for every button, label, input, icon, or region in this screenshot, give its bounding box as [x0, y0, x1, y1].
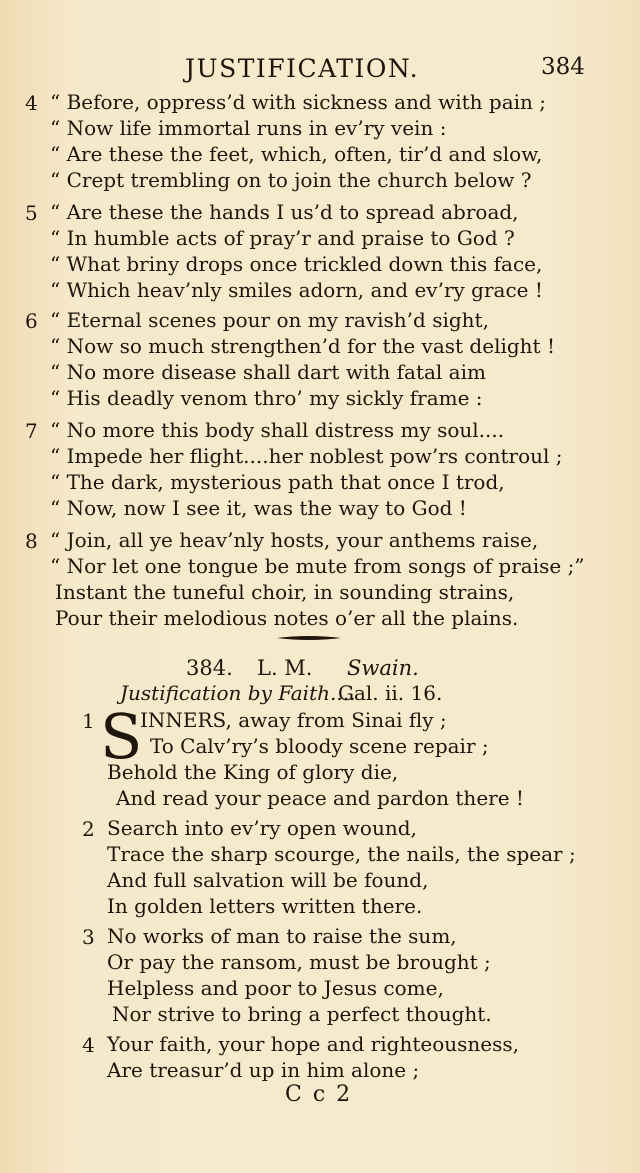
verse-number: 5 [25, 201, 38, 225]
verse-line: Pour their melodious notes o’er all the plains. [55, 606, 519, 630]
verse-line: INNERS, away from Sinai fly ; [140, 708, 447, 732]
verse-line: “ Are these the hands I us’d to spread abroad, [50, 200, 519, 224]
verse-line: “ Crept trembling on to join the church below ? [50, 168, 532, 192]
drop-cap: S [100, 700, 143, 773]
verse-line: Nor strive to bring a perfect thought. [112, 1002, 492, 1026]
verse-number: 6 [25, 309, 38, 333]
page-header [0, 52, 640, 86]
verse-line: Helpless and poor to Jesus come, [107, 976, 444, 1000]
hymn-number: 384. [186, 656, 233, 680]
scripture-reference: Gal. ii. 16. [338, 681, 443, 705]
verse-line: “ Before, oppress’d with sickness and with pain ; [50, 90, 546, 114]
verse-line: “ The dark, mysterious path that once I trod, [50, 470, 505, 494]
verse-line: Instant the tuneful choir, in sounding strains, [55, 580, 515, 604]
hymn-meter: L. M. [257, 656, 313, 680]
verse-line: “ No more disease shall dart with fatal aim [50, 360, 486, 384]
verse-line: In golden letters written there. [107, 894, 423, 918]
verse-line: “ Now, now I see it, was the way to God ! [50, 496, 467, 520]
verse-line: To Calv’ry’s bloody scene repair ; [150, 734, 489, 758]
hymn-subtitle: Justification by Faith.... [120, 681, 356, 705]
verse-number: 8 [25, 529, 38, 553]
verse-line: No works of man to raise the sum, [107, 924, 457, 948]
verse-number: 1 [82, 709, 95, 733]
verse-line: Search into ev’ry open wound, [107, 816, 417, 840]
verse-line: “ Which heav’nly smiles adorn, and ev’ry grace ! [50, 278, 543, 302]
hymn-subtitle-line [0, 681, 640, 709]
verse-line: Or pay the ransom, must be brought ; [107, 950, 491, 974]
verse-line: Are treasur’d up in him alone ; [107, 1058, 420, 1082]
verse-number: 3 [82, 925, 95, 949]
hymn-author: Swain. [347, 656, 419, 680]
verse-line: And full salvation will be found, [107, 868, 429, 892]
verse-line: “ Now life immortal runs in ev’ry vein : [50, 116, 447, 140]
signature-mark: C c 2 [285, 1082, 353, 1107]
verse-line: “ His deadly venom thro’ my sickly frame : [50, 386, 483, 410]
verse-line: “ Join, all ye heav’nly hosts, your anthems raise, [50, 528, 539, 552]
verse-line: “ Eternal scenes pour on my ravish’d sight, [50, 308, 489, 332]
verse-line: “ No more this body shall distress my soul.... [50, 418, 505, 442]
verse-line: Your faith, your hope and righteousness, [107, 1032, 519, 1056]
verse-line: “ What briny drops once trickled down this face, [50, 252, 543, 276]
verse-number: 2 [82, 817, 95, 841]
verse-line: Trace the sharp scourge, the nails, the spear ; [107, 842, 576, 866]
verse-line: Behold the King of glory die, [107, 760, 399, 784]
hymn-heading [0, 656, 640, 684]
verse-line: “ Impede her flight....her noblest pow’rs controul ; [50, 444, 563, 468]
verse-line: “ In humble acts of pray’r and praise to God ? [50, 226, 515, 250]
running-title: JUSTIFICATION. [185, 54, 420, 83]
verse-number: 4 [82, 1033, 95, 1057]
verse-line: And read your peace and pardon there ! [116, 786, 524, 810]
verse-number: 7 [25, 419, 38, 443]
verse-line: “ Are these the feet, which, often, tir’d and slow, [50, 142, 543, 166]
page-number: 384 [541, 54, 585, 80]
verse-number: 4 [25, 91, 38, 115]
verse-line: “ Now so much strengthen’d for the vast delight ! [50, 334, 555, 358]
verse-line: “ Nor let one tongue be mute from songs of praise ;” [50, 554, 585, 578]
ornamental-divider [277, 633, 341, 643]
